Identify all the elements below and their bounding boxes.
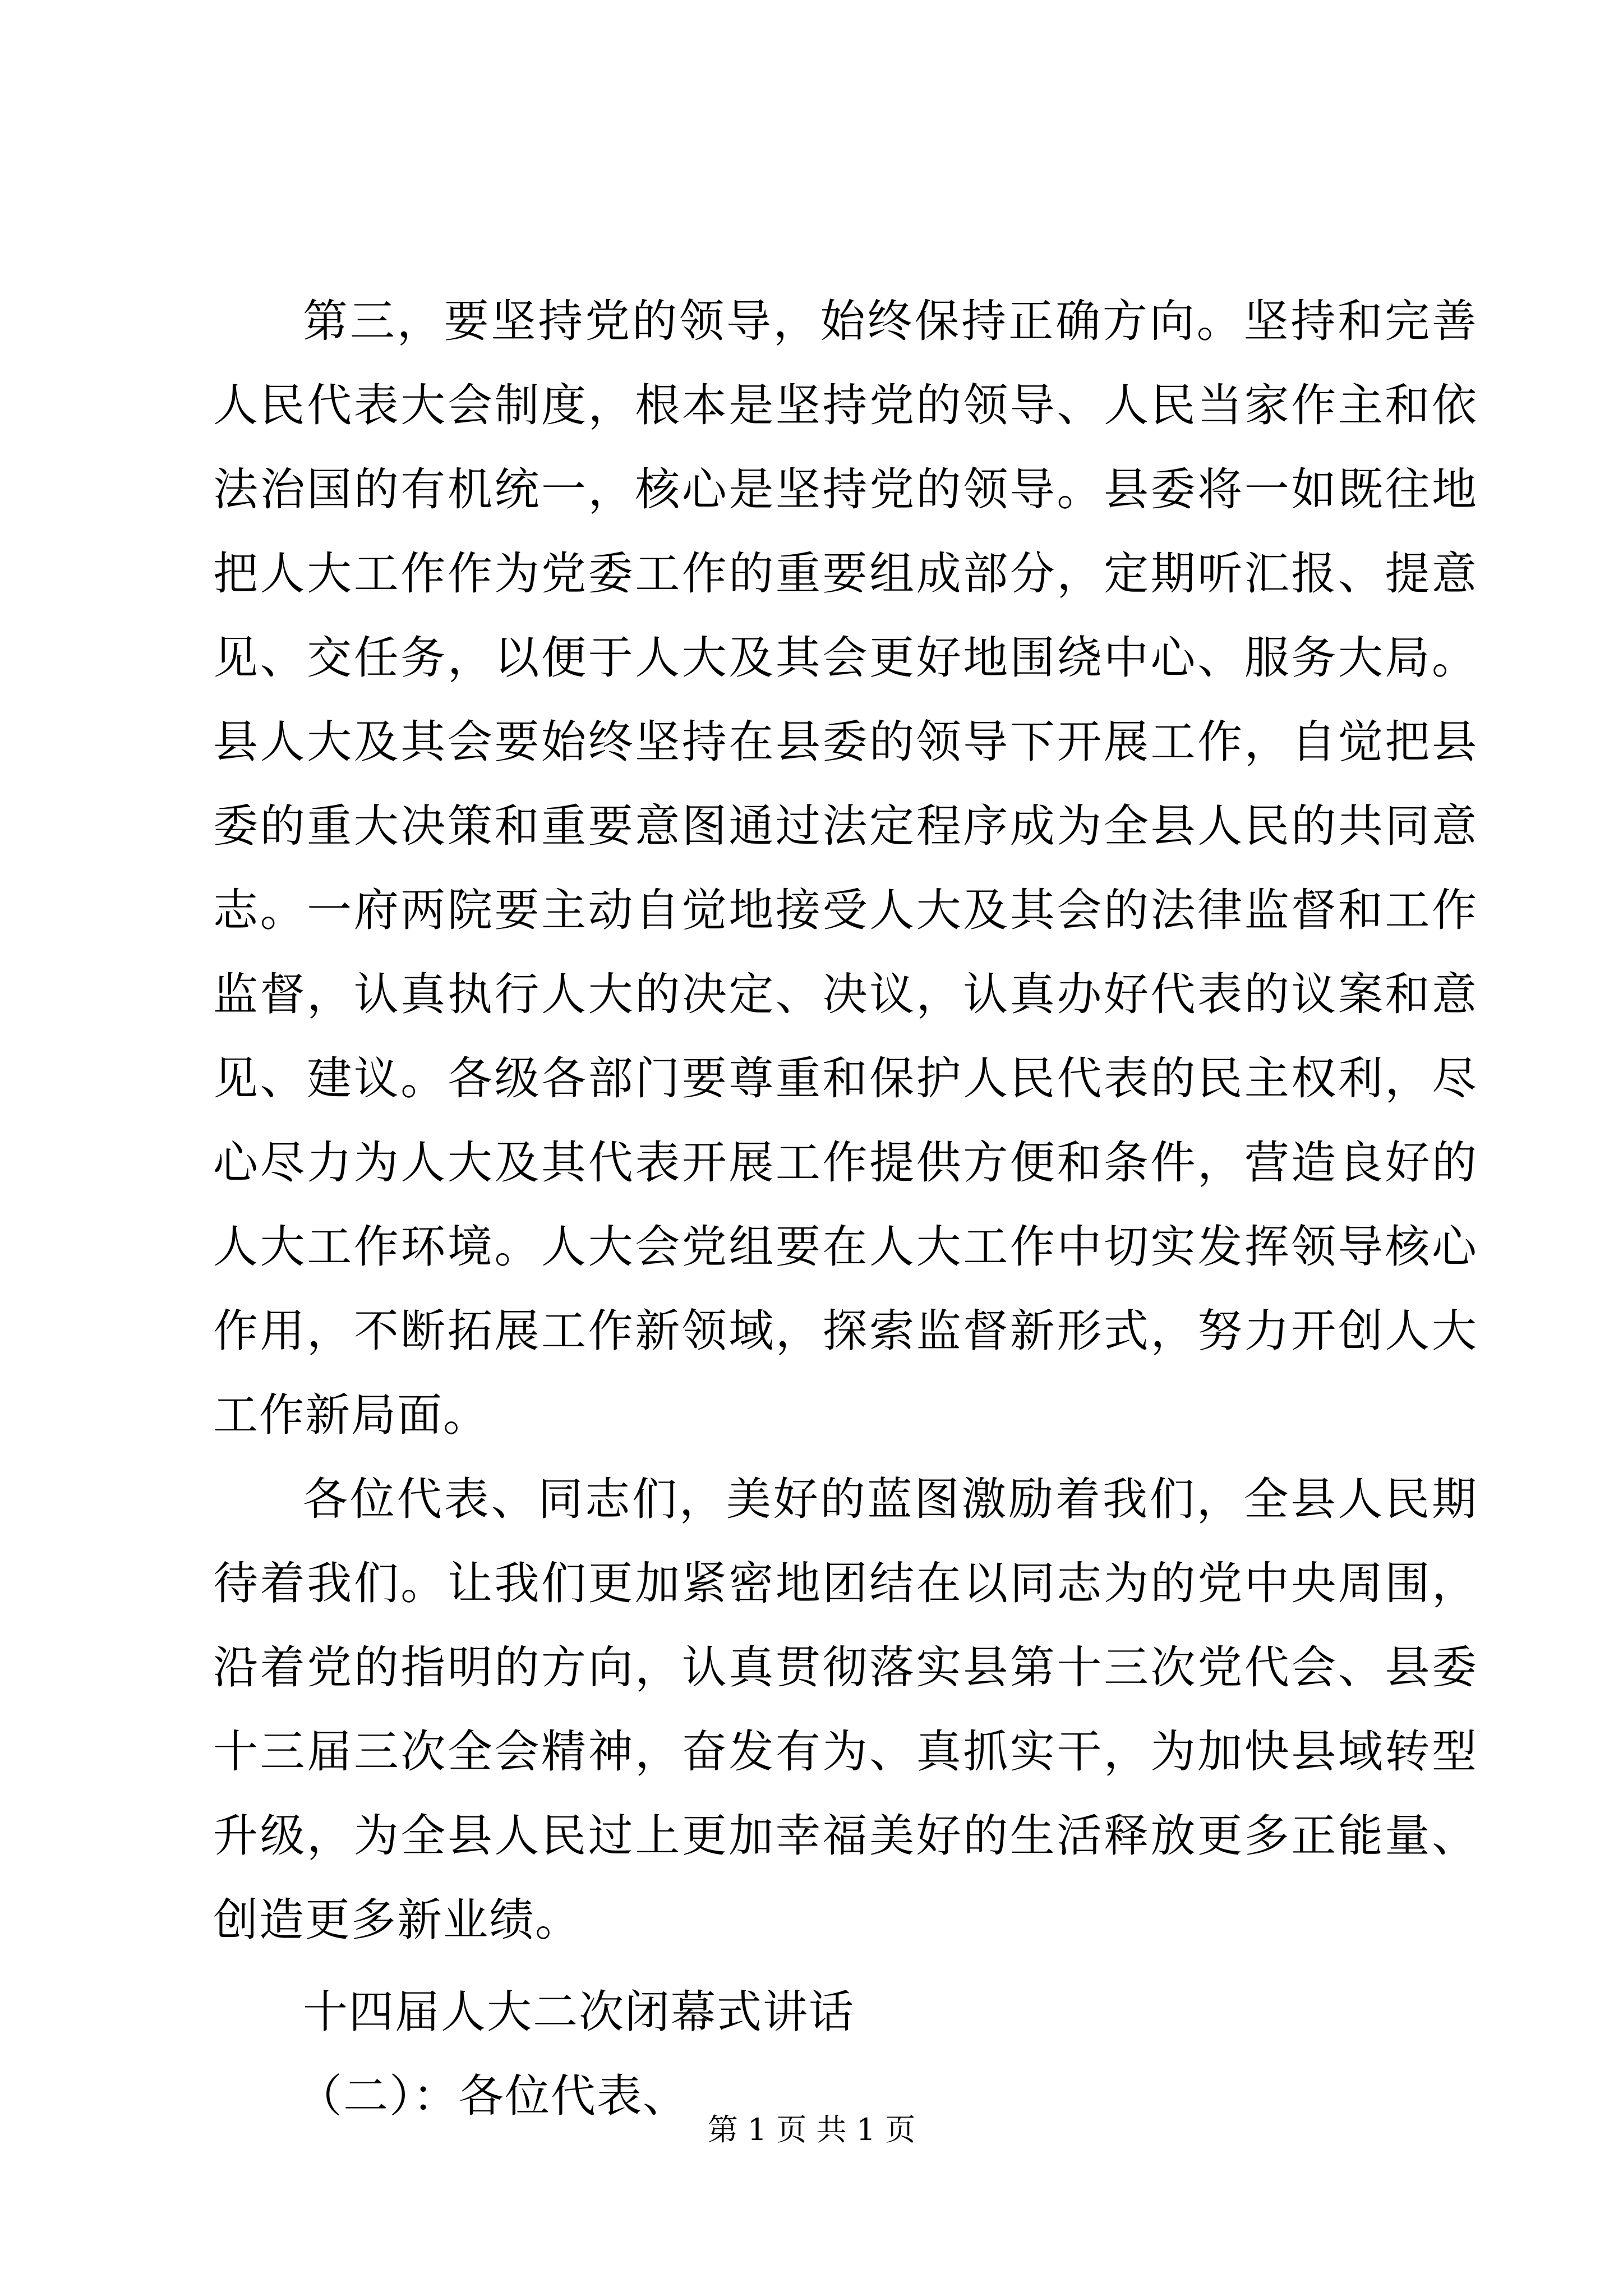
page-number-footer: 第 1 页 共 1 页 xyxy=(707,2112,916,2147)
section-subtitle: （二）：各位代表、 xyxy=(297,2070,689,2122)
body-paragraph: 各位代表、同志们，美好的蓝图激励着我们，全县人民期待着我们。让我们更加紧密地团结在以同志为的党中央周围，沿着党的指明的方向，认真贯彻落实县第十三次党代会、县委十三届三次全会精神，奋发有为、真抓实干，为加快县域转型升级，为全县人民过上更加幸福美好的生活释放更多正能量、创造更多新业绩。 xyxy=(213,1473,1478,1946)
document-body xyxy=(213,279,1478,2138)
body-paragraph: 第三，要坚持党的领导，始终保持正确方向。坚持和完善人民代表大会制度，根本是坚持党的领导、人民当家作主和依法治国的有机统一，核心是坚持党的领导。县委将一如既往地把人大工作作为党委工作的重要组成部分，定期听汇报、提意见、交任务，以便于人大及其会更好地围绕中心、服务大局。县人大及其会要始终坚持在县委的领导下开展工作，自觉把县委的重大决策和重要意图通过法定程序成为全县人民的共同意志。一府两院要主动自觉地接受人大及其会的法律监督和工作监督，认真执行人大的决定、决议，认真办好代表的议案和意见、建议。各级各部门要尊重和保护人民代表的民主权利，尽心尽力为人大及其代表开展工作提供方便和条件，营造良好的人大工作环境。人大会党组要在人大工作中切实发挥领导核心作用，不断拓展工作新领域，探索监督新形式，努力开创人大工作新局面。 xyxy=(213,295,1478,1441)
section-title: 十四届人大二次闭幕式讲话 xyxy=(303,1986,855,2038)
